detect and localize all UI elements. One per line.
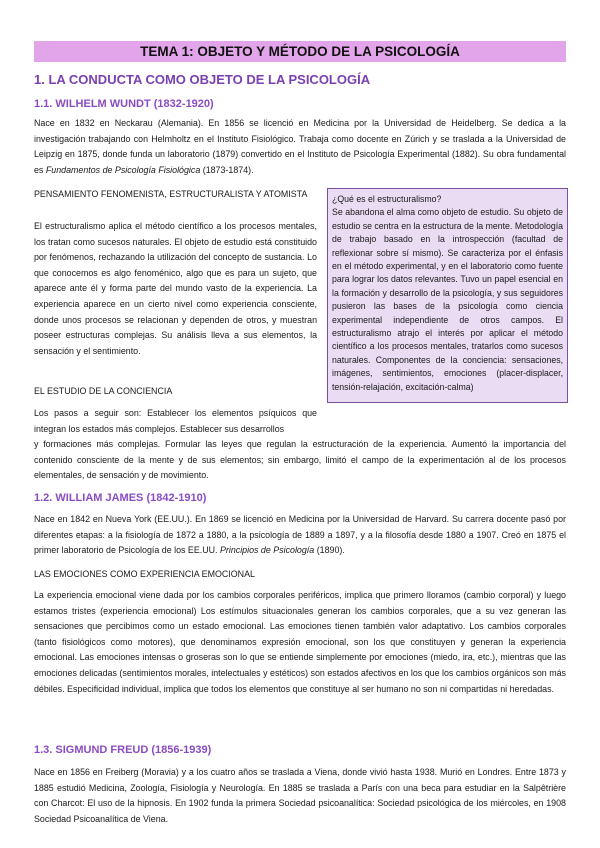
box-question: ¿Qué es el estructuralismo? <box>332 194 442 204</box>
section-heading: 1. LA CONDUCTA COMO OBJETO DE LA PSICOLOGÍA <box>34 72 371 87</box>
wundt-bio: Nace en 1832 en Neckarau (Alemania). En 1856 se licenció en Medicina por la Universidad de Heidelberg. Se dedica a la investigación trabajando con Helmholtz en el Instituto Fisiológico. Trabaja como docente en Zúrich y se traslada a la Universidad de Leipzig en 1875, donde funda un laboratorio (1879) convertido en el Instituto de Psicología Experimental (1882). Su obra fundamental es Fundamentos de Psicología Fisiológica (1873-1874). <box>34 118 566 175</box>
pensamiento-text: El estructuralismo aplica el método científico a los procesos mentales, los tratan como sucesos naturales. El objeto de estudio está constituido por fenómenos, rechazando la utilización del concepto de sustancia. Lo que conocemos es algo fenoménico, algo que es para un sujeto, que aparece ante él y forma parte del mundo vasto de la experiencia. La experiencia aparece en un cierto nivel como experiencia consciente, donde unos procesos se relacionan y dependen de otros, y muestran poseer estructuras complejas. Su análisis lleva a sus elementos, la sensación y el sentimiento. <box>34 221 317 356</box>
wundt-heading: 1.1. WILHELM WUNDT (1832-1920) <box>34 98 214 110</box>
document-title: TEMA 1: OBJETO Y MÉTODO DE LA PSICOLOGÍA <box>34 41 566 62</box>
pensamiento-label: PENSAMIENTO FENOMENISTA, ESTRUCTURALISTA Y ATOMISTA <box>34 189 308 199</box>
estructuralismo-sidebar-box <box>327 188 568 403</box>
freud-heading: 1.3. SIGMUND FREUD (1856-1939) <box>34 744 212 756</box>
conciencia-label: EL ESTUDIO DE LA CONCIENCIA <box>34 386 173 396</box>
emociones-label: LAS EMOCIONES COMO EXPERIENCIA EMOCIONAL <box>34 569 255 579</box>
james-bio: Nace en 1842 en Nueva York (EE.UU.). En 1869 se licenció en Medicina por la Universidad de Harvard. Su carrera docente pasó por diferentes etapas: a la fisiología de 1872 a 1880, a la psicología de 1889 a 1897, y a la filosofía desde 1880 a 1907. Creó en 1875 el primer laboratorio de Psicología de los EE.UU. Principios de Psicología (1890). <box>34 514 566 556</box>
conciencia-text-full: y formaciones más complejas. Formular las leyes que regulan la estructuración de la experiencia. Aumentó la importancia del contenido consciente de la mente y de sus elementos; sin embargo, limitó el campo de la experimentación al de los procesos elementales, de sensación y de movimiento. <box>34 439 566 481</box>
conciencia-text-column: Los pasos a seguir son: Establecer los elementos psíquicos que integran los estados más complejos. Establecer sus desarrollos <box>34 408 317 434</box>
wundt-work-title: Fundamentos de Psicología Fisiológica <box>45 164 201 175</box>
box-text: Se abandona el alma como objeto de estudio. Su objeto de estudio se centra en la estructura de la mente. Metodología de trabajo basado en la introspección (facultad de reflexionar sobre sí mismo). Se caracteriza por el énfasis en el método experimental, y en el laboratorio como fuente para lograr los datos relevantes. Tuvo un papel esencial en la formación y desarrollo de la psicología, y sus seguidores pusieron las bases de la psicología como ciencia experimental independiente de otros campos. El estructuralismo atrajo el interés por aplicar el método científico a los procesos mentales, tratarlos como sucesos naturales. Componentes de la conciencia: sensaciones, imágenes, sentimientos, emociones (placer-displacer, tensión-relajación, excitación-calma) <box>332 207 563 392</box>
james-heading: 1.2. WILLIAM JAMES (1842-1910) <box>34 492 207 504</box>
james-work-title: Principios de Psicología <box>219 545 315 556</box>
emociones-text: La experiencia emocional viene dada por los cambios corporales periféricos, implica que primero lloramos (cambio corporal) y luego estamos tristes (experiencia emocional) Los estímulos situacionales generan los cambios corporales, que a su vez generan las sensaciones que percibimos como un estado emocional. Las emociones tienen también valor adaptativo. Los cambios corporales (tanto fisiológicos como motores), que denominamos expresión emocional, son los que constituyen y generan la experiencia emocional. Las emociones intensas o groseras son lo que se entiende simplemente por emociones (miedo, ira, etc.), mientras que las emociones delicadas (sentimientos morales, intelectuales y estéticos) son estados afectivos en los que los cambios orgánicos son más débiles. Especificidad individual, implica que todos los elementos que constituye al ser humano no son ni compartidas ni heredadas. <box>34 590 566 694</box>
freud-bio: Nace en 1856 en Freiberg (Moravia) y a los cuatro años se traslada a Viena, donde vivió hasta 1938. Murió en Londres. Entre 1873 y 1885 estudió Medicina, Zoología, Fisiología y Neurología. En 1885 se traslada a París con una beca para estudiar en la Salpêtrière con Charcot: El uso de la hipnosis. En 1902 funda la primera Sociedad psicoanalítica: Sociedad psicológica de los miércoles, en 1908 Sociedad Psicoanalítica de Viena. <box>34 767 566 824</box>
